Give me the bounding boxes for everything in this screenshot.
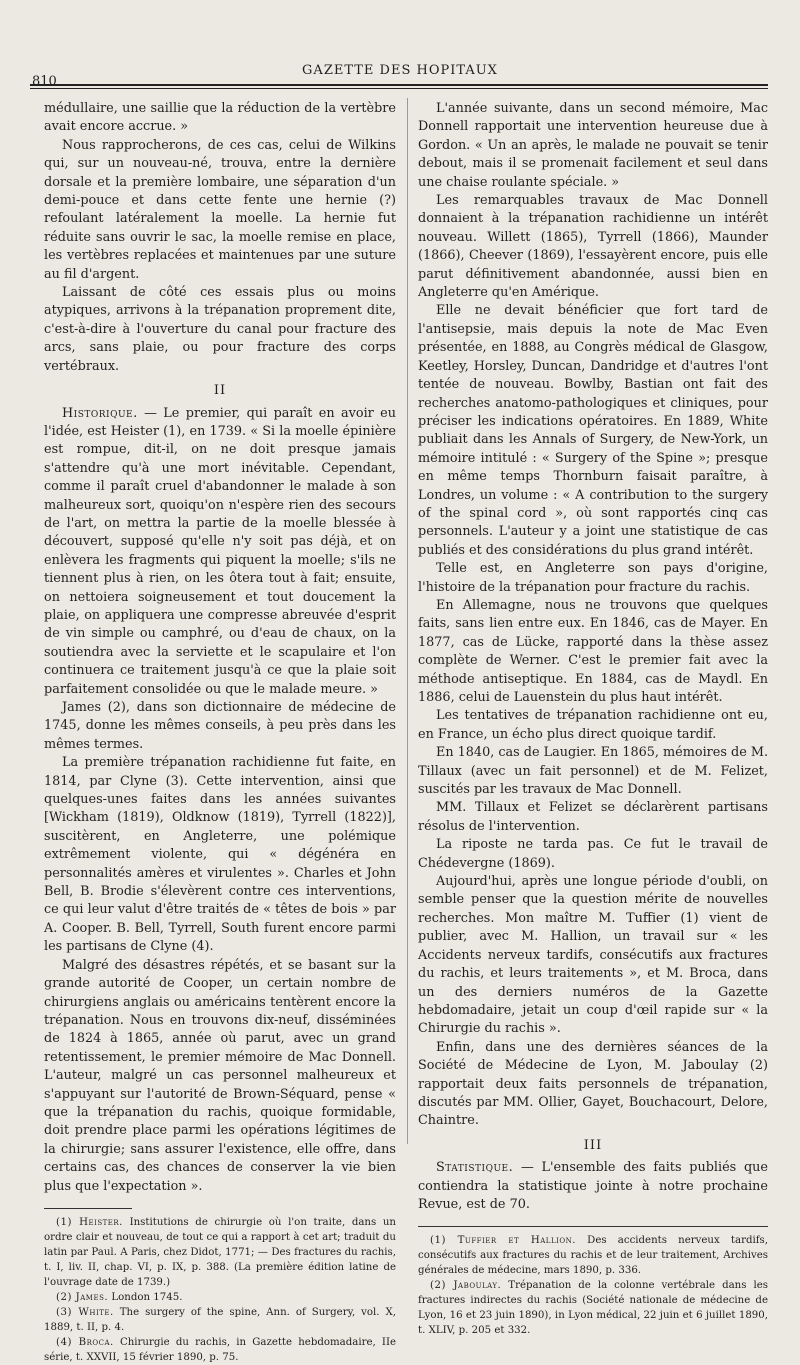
paragraph: L'année suivante, dans un second mémoire, Mac Donnell rapportait une intervention heureuse due à Gordon. « Un an après, le malade ne pouvait se tenir debout, mais il se promenait facilement et seul dans une chaise roulante spéciale. »	[418, 101, 768, 190]
paragraph: La première trépanation rachidienne fut faite, en 1814, par Clyne (3). Cette intervention, ainsi que quelques-unes faites dans les années suivantes [Wickham (1819), Oldknow (1819), Tyrrell (1822)], suscitèrent, en Angleterre, une polémique extrêmement violente, qui « dégénéra en personnalités amères et virulentes ». Charles et John Bell, B. Brodie s'élevèrent contre ces interventions, ce qui leur valut d'être traités de « têtes de bois » par A. Cooper. B. Bell, Tyrrell, South furent encore parmi les partisans de Clyne (4).	[44, 755, 396, 955]
footnote-text: Trépanation de la colonne vertébrale dans les fractures indirectes du rachis (Société nationale de médecine de Lyon, 16 et 23 juin 1890), in Lyon médical, 22 juin et 6 juillet 1890, t. XLIV, p. 205 et 332.	[418, 1280, 768, 1337]
section-number: II	[213, 383, 227, 399]
footnote	[44, 1290, 396, 1305]
footnote	[418, 1278, 768, 1338]
footnote-label: (2) James.	[56, 1291, 109, 1303]
paragraph: Enfin, dans une des dernières séances de la Société de Médecine de Lyon, M. Jaboulay (2) rapportait deux faits personnels de trépanation, discutés par MM. Ollier, Gayet, Bouchacourt, Delore, Chaintre.	[418, 1039, 768, 1129]
journal-title: GAZETTE DES HOPITAUX	[302, 63, 498, 78]
paragraph: médullaire, une saillie que la réduction de la vertèbre avait encore accrue. »	[44, 101, 396, 135]
paragraph: Les tentatives de trépanation rachidienne ont eu, en France, un écho plus direct quoique tardif.	[418, 708, 768, 742]
paragraph: En Allemagne, nous ne trouvons que quelques faits, sans lien entre eux. En 1846, cas de Mayer. En 1877, cas de Lücke, rapporté dans la thèse assez complète de Werner. C'est le premier fait avec la méthode antiseptique. En 1884, cas de Maydl. En 1886, celui de Lauenstein du plus haut intérêt.	[418, 597, 768, 705]
paragraph-text: — L'ensemble des faits publiés que contiendra la statistique jointe à notre prochaine Revue, est de 70.	[418, 1160, 768, 1212]
footnotes	[44, 1215, 396, 1365]
section-label: Statistique.	[436, 1160, 514, 1176]
footnote-separator	[418, 1226, 768, 1227]
section-number: III	[583, 1137, 603, 1153]
footnote-text: Chirurgie du rachis, in Gazette hebdomadaire, IIe série, t. XXVII, 15 février 1890, p. 75.	[44, 1336, 396, 1363]
paragraph	[418, 1159, 768, 1214]
footnote-text: Des accidents nerveux tardifs, consécutifs aux fractures du rachis et de leur traitement, Archives générales de médecine, mars 1890, p. 336.	[418, 1235, 768, 1277]
footnote	[44, 1305, 396, 1335]
page-number: 810	[32, 74, 57, 89]
paragraph: Laissant de côté ces essais plus ou moins atypiques, arrivons à la trépanation proprement dite, c'est-à-dire à l'ouverture du canal pour fracture des arcs, sans plaie, ou pour fracture des corps vertébraux.	[44, 285, 396, 374]
paragraph: Nous rapprocherons, de ces cas, celui de Wilkins qui, sur un nouveau-né, trouva, entre la dernière dorsale et la première lombaire, une séparation d'un demi-pouce et dans cette fente une hernie (?) refoulant latéralement la moelle. La hernie fut réduite sans ouvrir le sac, la moelle remise en place, les vertèbres replacées et maintenues par une suture au fil d'argent.	[44, 137, 396, 282]
paragraph: Malgré des désastres répétés, et se basant sur la grande autorité de Cooper, un certain nombre de chirurgiens anglais ou américains tentèrent encore la trépanation. Nous en trouvons dix-neuf, disséminées de 1824 à 1865, année où parut, avec un grand retentissement, le premier mémoire de Mac Donnell. L'auteur, malgré un cas personnel malheureux et s'appuyant sur l'autorité de Brown-Séquard, pense « que la trépanation du rachis, quoique formidable, doit prendre place parmi les opérations légitimes de la chirurgie; sans assurer l'existence, elle offre, dans certains cas, des chances de conserver la vie bien plus que l'expectation ».	[44, 957, 396, 1194]
footnotes	[418, 1233, 768, 1338]
footnote	[418, 1233, 768, 1278]
paragraph: Telle est, en Angleterre son pays d'origine, l'histoire de la trépanation pour fracture du rachis.	[418, 561, 768, 595]
right-column	[418, 100, 768, 1338]
footnote-text: The surgery of the spine, Ann. of Surgery, vol. X, 1889, t. II, p. 4.	[44, 1306, 397, 1333]
header-rule	[30, 84, 768, 86]
footnote-label: (1) Heister.	[56, 1216, 123, 1228]
footnote	[44, 1335, 396, 1365]
footnote-label: (2) Jaboulay.	[430, 1280, 502, 1292]
paragraph: Elle ne devait bénéficier que fort tard de l'antisepsie, mais depuis la note de Mac Even présentée, en 1888, au Congrès médical de Glasgow, Keetley, Horsley, Duncan, Dandridge et d'autres l'ont tentée de nouveau. Bowlby, Bastian ont fait des recherches anatomo-pathologiques et cliniques, pour préciser les indications opératoires. En 1889, White publiait dans les Annals of Surgery, de New-York, un mémoire intitulé : « Surgery of the Spine »; presque en même temps Thornburn faisait paraître, à Londres, un volume : « A contribution to the surgery of the spinal cord », où sont rapportés cinq cas personnels. L'auteur y a joint une statistique de cas publiés et des considérations du plus grand intérêt.	[418, 303, 768, 558]
footnote-label: (4) Broca.	[56, 1336, 114, 1348]
paragraph: James (2), dans son dictionnaire de médecine de 1745, donne les mêmes conseils, à peu près dans les mêmes termes.	[44, 700, 396, 752]
section-label: Historique.	[62, 405, 138, 421]
footnote-separator	[44, 1208, 132, 1209]
paragraph: En 1840, cas de Laugier. En 1865, mémoires de M. Tillaux (avec un fait personnel) et de M. Felizet, suscités par les travaux de Mac Donnell.	[418, 745, 769, 798]
paragraph	[44, 405, 396, 700]
paragraph: Les remarquables travaux de Mac Donnell donnaient à la trépanation rachidienne un intérêt nouveau. Willett (1865), Tyrrell (1866), Maunder (1866), Cheever (1869), l'essayèrent encore, puis elle parut définitivement abandonnée, aussi bien en Angleterre qu'en Amérique.	[418, 193, 768, 301]
paragraph: MM. Tillaux et Felizet se déclarèrent partisans résolus de l'intervention.	[418, 800, 768, 834]
header-rule-thin	[30, 88, 768, 89]
paragraph: Aujourd'hui, après une longue période d'oubli, on semble penser que la question mérite de nouvelles recherches. Mon maître M. Tuffier (1) vient de publier, avec M. Hallion, un travail sur « les Accidents nerveux tardifs, consécutifs aux fractures du rachis, et leurs traitements », et M. Broca, dans un des derniers numéros de la Gazette hebdomadaire, jetait un coup d'œil rapide sur « la Chirurgie du rachis ».	[418, 874, 768, 1037]
footnote	[44, 1215, 396, 1290]
footnote-label: (1) Tuffier et Hallion.	[430, 1235, 576, 1247]
paragraph: La riposte ne tarda pas. Ce fut le travail de Chédevergne (1869).	[418, 837, 768, 871]
left-column	[44, 100, 396, 1365]
column-divider	[407, 98, 408, 1144]
footnote-text: London 1745.	[108, 1291, 183, 1303]
footnote-text: Institutions de chirurgie où l'on traite, dans un ordre clair et nouveau, de tout ce qui a rapport à cet art; traduit du latin par Paul. A Paris, chez Didot, 1771; — Des fractures du rachis, t. I, liv. II, chap. VI, p. IX, p. 388. (La première édition latine de l'ouvrage date de 1739.)	[44, 1216, 396, 1288]
footnote-label: (3) White.	[56, 1306, 114, 1318]
paragraph-text: — Le premier, qui paraît en avoir eu l'idée, est Heister (1), en 1739. « Si la moelle épinière est rompue, dit-il, on ne doit presque jamais s'attendre qu'à une mort inévitable. Cependant, comme il paraît cruel d'abandonner le malade à son malheureux sort, quoiqu'on n'espère rien des secours de l'art, on mettra la partie de la moelle blessée à découvert, supposé qu'elle n'y soit pas déjà, et on enlèvera les fragments qui piquent la moelle; s'ils ne tiennent plus à rien, on les ôtera tout à fait; ensuite, on nettoiera soigneusement et tout doucement la plaie, on appliquera une compresse abreuvée d'esprit de vin simple ou camphré, ou d'eau de chaux, on la soutiendra avec la serviette et le scapulaire et l'on continuera ce traitement jusqu'à ce que la plaie soit parfaitement consolidée ou que le malade meure. »	[44, 405, 396, 697]
